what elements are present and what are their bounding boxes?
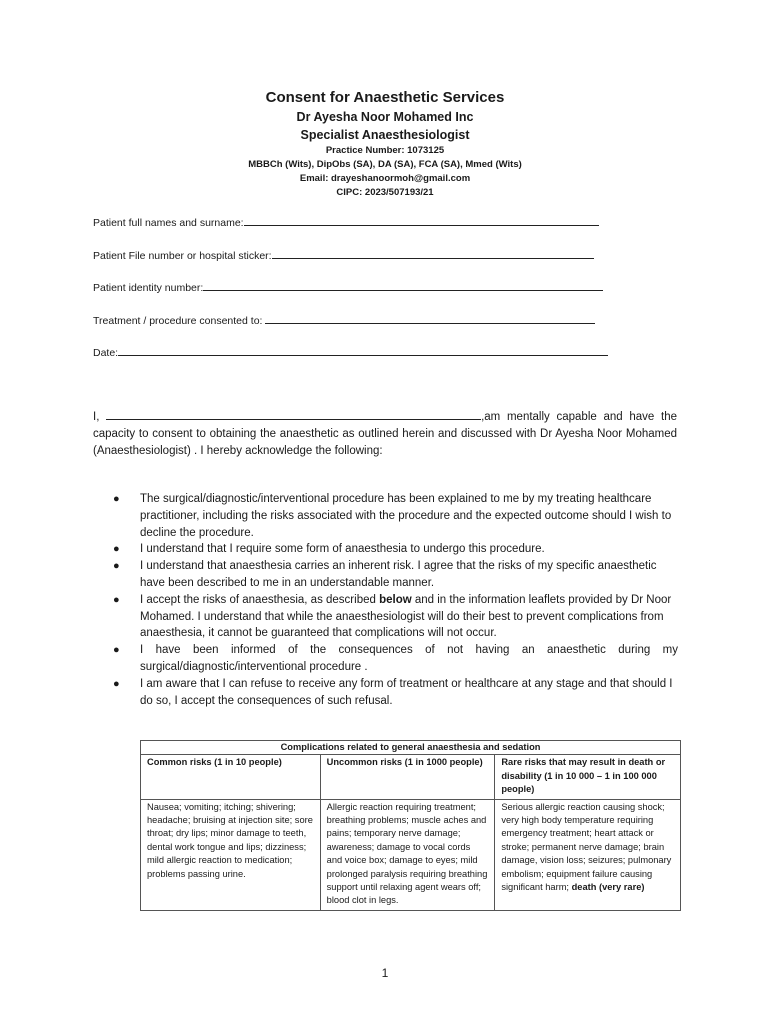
common-risks-header: Common risks (1 in 10 people) (141, 755, 321, 799)
email: Email: drayeshanoormoh@gmail.com (299, 173, 471, 184)
list-item: ● I accept the risks of anaesthesia, as described below and in the information leaflets provided by Dr Noor Mohamed. I understand that while the anaesthesiologist will do their best to prevent complications from anaesthesia, it cannot be guaranteed that complications will not occur. (113, 593, 672, 640)
complications-table (140, 740, 681, 911)
statement-prefix: I, (93, 411, 107, 423)
document-header (0, 88, 770, 200)
date-line[interactable] (118, 344, 608, 356)
treatment-label: Treatment / procedure consented to: (93, 314, 266, 327)
bullet-icon: ● (113, 677, 120, 690)
rare-risks-emphasis: death (very rare) (571, 882, 645, 893)
patient-name-label: Patient full names and surname: (93, 217, 244, 229)
patient-name-field (93, 214, 628, 247)
bullet-icon: ● (113, 493, 120, 505)
file-number-line[interactable] (272, 247, 594, 259)
uncommon-risks-cell: Allergic reaction requiring treatment; breathing problems; muscle aches and pains; temporary nerve damage; awareness; damage to vocal cords and voice box; damage to eyes; mild prolonged paralysis requiring breathing support until relaxing agent wears off; blood clot in legs. (320, 799, 495, 910)
id-number-field (93, 279, 628, 312)
bullet-icon: ● (113, 560, 120, 573)
bullet-icon: ● (113, 543, 120, 556)
patient-fields (93, 214, 628, 377)
list-item: ● I have been informed of the consequences of not having an anaesthetic during my surgical/diagnostic/interventional procedure . (113, 644, 678, 673)
practitioner-specialty: Specialist Anaesthesiologist (300, 128, 470, 142)
table-header-row (141, 755, 681, 799)
page-title: Consent for Anaesthetic Services (265, 89, 505, 106)
rare-risks-header: Rare risks that may result in death or disability (1 in 10 000 – 1 in 100 000 people) (495, 755, 681, 799)
cipc-number: CIPC: 2023/507193/21 (336, 187, 434, 198)
statement-text: ,am mentally capable and have the capacity to consent to obtaining the anaesthetic as outlined herein and discussed with Dr Ayesha Noor Mohamed (Anaesthesiologist) . I hereby acknowledge the following: (93, 411, 677, 457)
file-number-field (93, 247, 628, 280)
common-risks-cell: Nausea; vomiting; itching; shivering; headache; bruising at injection site; sore throat; dry lips; minor damage to teeth, dental work tongue and lips; dizziness; mild allergic reaction to medication; problems passing urine. (141, 799, 321, 910)
table-caption-row (141, 741, 681, 755)
bullet-icon: ● (113, 593, 120, 606)
file-number-label: Patient File number or hospital sticker: (93, 249, 272, 262)
list-item: ● The surgical/diagnostic/interventional procedure has been explained to me by my treating healthcare practitioner, including the risks associated with the procedure and the expected outcome should I wish to decline the procedure. (113, 493, 672, 539)
treatment-field (93, 312, 628, 345)
list-item: ● I am aware that I can refuse to receive any form of treatment or healthcare at any stage and that should I do so, I accept the consequences of such refusal. (113, 677, 673, 707)
treatment-line[interactable] (265, 312, 595, 324)
id-number-label: Patient identity number: (93, 282, 204, 294)
bullet-icon: ● (113, 644, 120, 657)
uncommon-risks-header: Uncommon risks (1 in 1000 people) (320, 755, 495, 799)
consent-statement (93, 408, 677, 460)
acknowledgement-list (113, 491, 678, 709)
date-label: Date: (93, 347, 119, 359)
list-item: ● I understand that I require some form of anaesthesia to undergo this procedure. (113, 541, 678, 558)
date-field (93, 344, 628, 377)
list-item: ● I understand that anaesthesia carries an inherent risk. I agree that the risks of my specific anaesthetic have been described to me in an understandable manner. (113, 560, 657, 589)
table-caption: Complications related to general anaesthesia and sedation (141, 741, 681, 755)
patient-name-line[interactable] (244, 214, 599, 226)
rare-risks-cell: Serious allergic reaction causing shock; very high body temperature requiring emergency treatment; heart attack or stroke; permanent nerve damage; brain damage, vision loss; seizures; pulmonary embolism; equipment failure causing significant harm; death (very rare) (495, 799, 681, 910)
qualifications: MBBCh (Wits), DipObs (SA), DA (SA), FCA (SA), Mmed (Wits) (248, 159, 522, 170)
practice-number: Practice Number: 1073125 (325, 145, 445, 156)
page-number: 1 (381, 966, 389, 980)
emphasis-below: below (379, 593, 412, 606)
patient-signature-line[interactable] (106, 408, 481, 420)
practitioner-name: Dr Ayesha Noor Mohamed Inc (296, 110, 474, 124)
id-number-line[interactable] (203, 279, 603, 291)
table-row (141, 799, 681, 910)
